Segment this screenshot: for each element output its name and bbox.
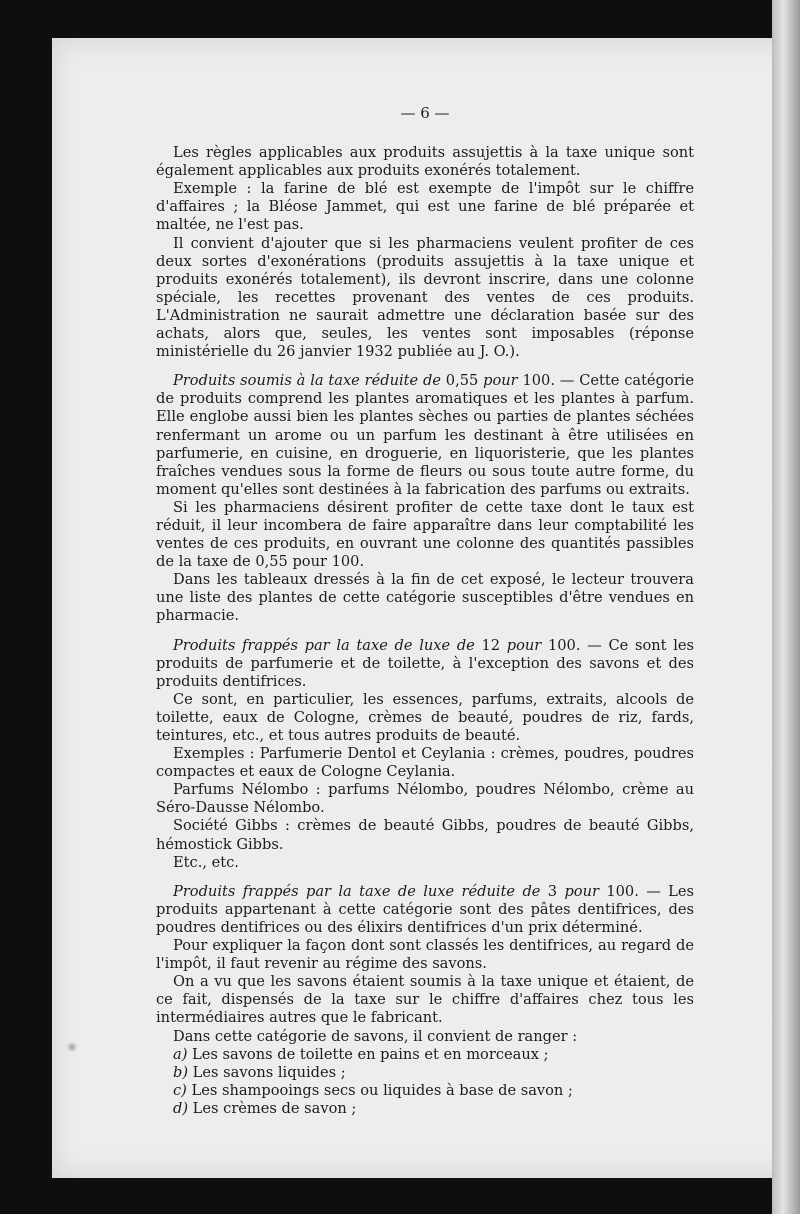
- paragraph-10: Parfums Nélombo : parfums Nélombo, poudres Nélombo, crème au Séro-Dausse Nélombo.: [156, 781, 694, 817]
- paragraph-5: Si les pharmaciens désirent profiter de cette taxe dont le taux est réduit, il leur incombera de faire apparaître dans leur comptabilité les ventes de ces produits, en ouvrant une colonne des quantités passibles de la taxe de 0,55 pour 100.: [156, 498, 694, 571]
- paragraph-2: Exemple : la farine de blé est exempte de l'impôt sur le chiffre d'affaires ; la Bléose Jammet, qui est une farine de blé préparée et maltée, ne l'est pas.: [156, 180, 694, 234]
- list-item: a) Les savons de toilette en pains et en morceaux ;: [173, 1045, 549, 1063]
- paragraph-1: Les règles applicables aux produits assujettis à la taxe unique sont également applicables aux produits exonérés totalement.: [156, 144, 694, 180]
- list-item: b) Les savons liquides ;: [173, 1063, 346, 1081]
- list-item: c) Les shampooings secs ou liquides à base de savon ;: [173, 1081, 573, 1099]
- section-heading: Produits soumis à la taxe réduite de: [173, 372, 441, 390]
- book-spine: [772, 0, 800, 1214]
- paragraph-6: Dans les tableaux dressés à la fin de cet exposé, le lecteur trouvera une liste des plantes de cette catégorie susceptibles d'être vendues en pharmacie.: [156, 571, 694, 625]
- page-number: — 6 —: [400, 104, 450, 122]
- section-luxury-tax: Produits frappés par la taxe de luxe de 12 pour 100. — Ce sont les produits de parfumerie et de toilette, à l'exception des savons et des produits dentifrices.: [156, 636, 694, 690]
- section-heading: Produits frappés par la taxe de luxe réduite de: [173, 882, 541, 900]
- section-reduced-luxury-tax: Produits frappés par la taxe de luxe réduite de 3 pour 100. — Les produits appartenant à cette catégorie sont des pâtes dentifrices, des poudres dentifrices ou des élixirs dentifrices d'un prix déterminé.: [156, 882, 694, 936]
- section-text: 100. — Cette catégorie de produits comprend les plantes aromatiques et les plantes à parfum. Elle englobe aussi bien les plantes sèches ou parties de plantes séchées renfermant un arome ou un parfum les destinant à être utilisées en parfumerie, en cuisine, en droguerie, en liquoristerie, que les plantes fraîches vendues sous la forme de fleurs ou sous toute autre forme, du moment qu'elles sont destinées à la fabrication des parfums ou extraits.: [156, 372, 694, 498]
- section-text: 100. — Ce sont les produits de parfumerie et de toilette, à l'exception des savons et des produits dentifrices.: [156, 636, 694, 690]
- page-body: [156, 104, 694, 1118]
- ink-speck: [66, 1042, 78, 1052]
- list-item: d) Les crèmes de savon ;: [173, 1099, 357, 1117]
- section-text: 100. — Les produits appartenant à cette catégorie sont des pâtes dentifrices, des poudres dentifrices ou des élixirs dentifrices d'un prix déterminé.: [156, 882, 694, 936]
- paragraph-8: Ce sont, en particulier, les essences, parfums, extraits, alcools de toilette, eaux de Cologne, crèmes de beauté, poudres de riz, fards, teintures, etc., et tous autres produits de beauté.: [156, 690, 694, 744]
- section-heading: Produits frappés par la taxe de luxe de: [173, 636, 475, 654]
- paragraph-11: Société Gibbs : crèmes de beauté Gibbs, poudres de beauté Gibbs, hémostick Gibbs.: [156, 817, 694, 853]
- paragraph-15: On a vu que les savons étaient soumis à la taxe unique et étaient, de ce fait, dispensés de la taxe sur le chiffre d'affaires chez tous les intermédiaires autres que le fabricant.: [156, 973, 694, 1027]
- paragraph-9: Exemples : Parfumerie Dentol et Ceylania : crèmes, poudres, poudres compactes et eaux de Cologne Ceylania.: [156, 745, 694, 781]
- paragraph-3: Il convient d'ajouter que si les pharmaciens veulent profiter de ces deux sortes d'exonérations (produits assujettis à la taxe unique et produits exonérés totalement), ils devront inscrire, dans une colonne spéciale, les recettes provenant des ventes de ces produits. L'Administration ne saurait admettre une déclaration basée sur des achats, alors que, seules, les ventes sont imposables (réponse ministérielle du 26 janvier 1932 publiée au J. O.).: [156, 234, 694, 361]
- paragraph-16: Dans cette catégorie de savons, il convient de ranger :: [173, 1027, 578, 1045]
- paragraph-14: Pour expliquer la façon dont sont classés les dentifrices, au regard de l'impôt, il faut revenir au régime des savons.: [156, 937, 694, 973]
- paragraph-12: Etc., etc.: [173, 853, 239, 871]
- section-reduced-tax: Produits soumis à la taxe réduite de 0,55 pour 100. — Cette catégorie de produits comprend les plantes aromatiques et les plantes à parfum. Elle englobe aussi bien les plantes sèches ou parties de plantes séchées renfermant un arome ou un parfum les destinant à être utilisées en parfumerie, en cuisine, en droguerie, en liquoristerie, que les plantes fraîches vendues sous la forme de fleurs ou sous toute autre forme, du moment qu'elles sont destinées à la fabrication des parfums ou extraits.: [156, 372, 694, 498]
